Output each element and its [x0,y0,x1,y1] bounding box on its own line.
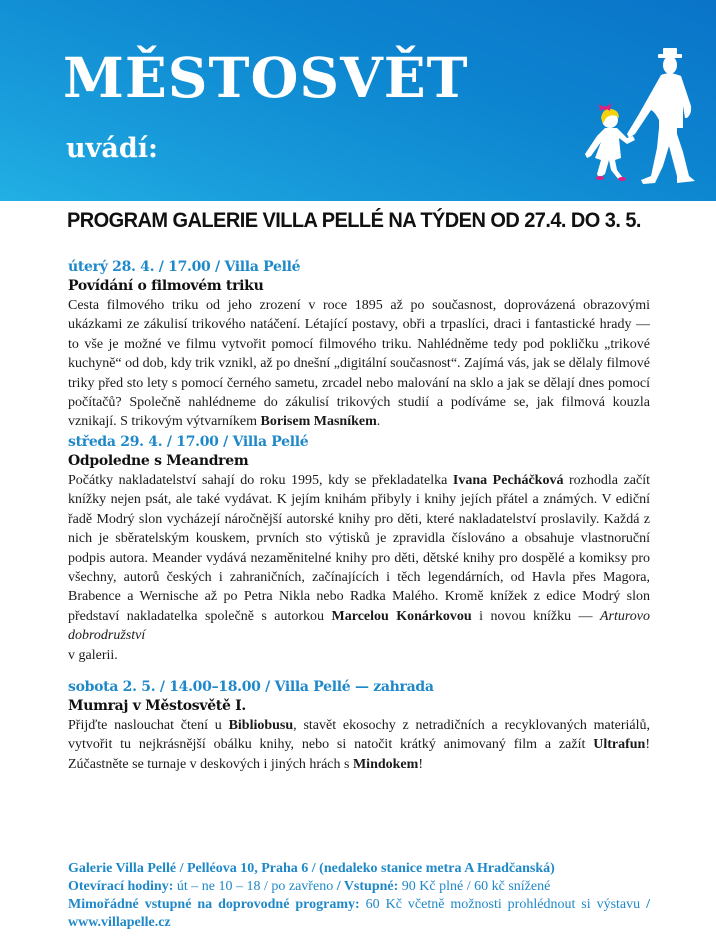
event-description: Počátky nakladatelství sahají do roku 1995, kdy se překladatelka Ivana Pecháčková rozhodla začít knížky nejen psát, ale také vydávat. K jejím knihám přibyly i knihy jejích přátel a známých. V ediční řadě Modrý slon vycházejí náročnější autorské knihy pro děti, které nakladatelství proslavily. Každá z nich je sběratelským kouskem, prvních sto výtisků je zpravidla číslováno a obsahuje vlastnoruční podpis autora. Meander vydává nezaměnitelné knihy pro děti, dětské knihy pro dospělé a komiksy pro všechny, autorů českých i zahraničních, začínajících i těch legendárních, od Havla přes Magora, Brabence a Wernische až po Petra Nikla nebo Radka Malého. Kromě knížek z edice Modrý slon představí nakladatelka společně s autorkou Marcelou Konárkovou i novou knížku — Arturovo dobrodružství v galerii. [68,473,651,663]
event-title: Odpoledne s Meandrem [68,453,249,469]
website-link[interactable]: www.villapelle.cz [68,915,171,930]
event-title: Mumraj v Městosvětě I. [68,698,246,714]
event-1 [68,258,650,432]
partner-name: Bibliobusu [228,718,294,733]
gallery-info-footer [68,860,650,932]
opening-hours: Otevírací hodiny: út – ne 10 – 18 / po zavřeno / Vstupné: 90 Kč plné / 60 kč snížené [68,879,551,894]
event-3 [68,678,650,774]
book-title: Arturovo dobrodružství [68,608,651,644]
guest-name: Ivana Pecháčková [452,473,564,488]
admission-value: 90 Kč plné / 60 kč snížené [398,879,551,894]
brand-title: MĚSTOSVĚT [63,45,469,110]
event-2 [68,433,650,665]
hours-label: Otevírací hodiny: [68,879,174,894]
event-meta: úterý 28. 4. / 17.00 / Villa Pellé [68,259,301,275]
partner-name: Ultrafun [593,737,646,753]
event-meta: středa 29. 4. / 17.00 / Villa Pellé [68,434,309,450]
partner-name: Mindokem [352,756,419,772]
event-description: Cesta filmového triku od jeho zrození v roce 1895 až po současnost, doprovázená obrazovými ukázkami ze zákulisí trikového natáčení. Létající postavy, obři a trpaslíci, draci i fantastické hrady — to vše je možné ve filmu vytvořit pomocí filmového triku. Nahlédněme tedy pod pokličku „trikové kuchyně“ od dob, kdy trik vznikl, až po dnešní „digitální současnost“. Zajímá vás, jak se dělaly filmové triky před sto lety s pomocí černého sametu, zrcadel nebo malování na sklo a jak se dělají dnes pomocí počítačů? Společně nahlédneme do zákulisí trikových studií a podíváme se, jak filmová kouzla vznikají. S trikovým výtvarníkem Borisem Masníkem. [68,298,650,430]
extra-admission-label: Mimořádné vstupné na doprovodné programy: [68,897,360,912]
gallery-address: Galerie Villa Pellé / Pelléova 10, Praha 6 / (nedaleko stanice metra A Hradčanská) [68,861,555,876]
event-description: Přijďte naslouchat čtení u Bibliobusu, stavět ekosochy z netradičních a recyklovaných materiálů, vytvořit tu nejkrásnější obálku knihy, nebo si natočit krátký animovaný film a zažít Ultrafun! Zúčastněte se turnaje v deskových i jiných hrách s Mindokem! [68,718,650,772]
event-meta: sobota 2. 5. / 14.00–18.00 / Villa Pellé — zahrada [68,679,434,695]
header-banner [0,0,716,201]
extra-admission-value: 60 Kč včetně možnosti prohlédnout si výstavu [359,897,647,912]
extra-admission: Mimořádné vstupné na doprovodné programy: 60 Kč včetně možnosti prohlédnout si výstavu / www.villapelle.cz [68,897,650,930]
program-title: PROGRAM GALERIE VILLA PELLÉ NA TÝDEN OD 27.4. DO 3. 5. [67,208,641,232]
guest-name: Marcelou Konárkovou [331,608,472,624]
presents-label: uvádí: [66,133,158,164]
guest-name: Borisem Masníkem [260,414,377,430]
man-and-girl-walking-icon [565,48,715,198]
admission-label: Vstupné: [340,879,399,894]
hours-value: út – ne 10 – 18 / po zavřeno [173,879,337,894]
event-title: Povídání o filmovém triku [68,278,264,294]
